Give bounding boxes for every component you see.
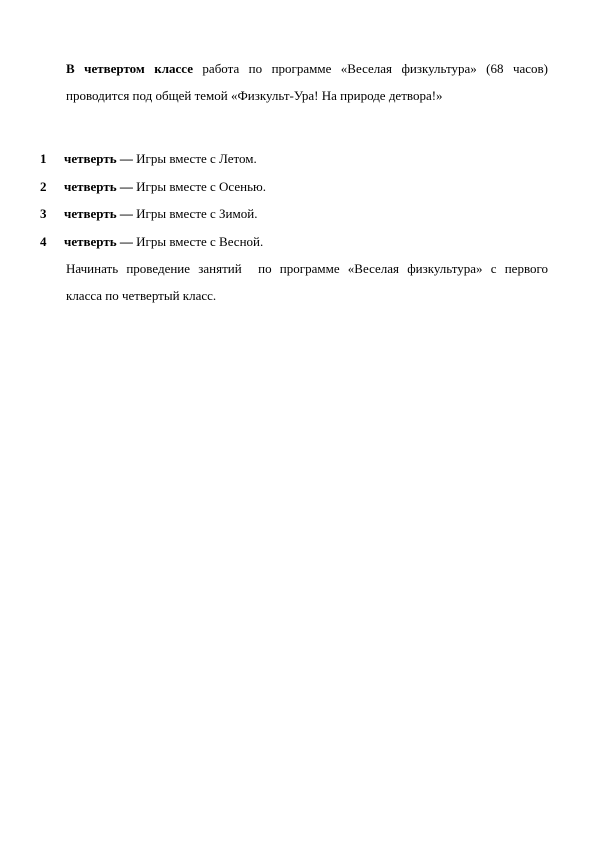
closing-line-1: Начинать проведение занятий по программе «Веселая физкультура» с первого xyxy=(66,261,548,276)
intro-line-1-text: работа по программе «Веселая физкультура» (68 часов) xyxy=(202,61,548,76)
quarter-label: четверть xyxy=(64,151,117,166)
quarters-list xyxy=(40,145,550,255)
quarter-item-4 xyxy=(40,228,550,256)
quarter-dash: — xyxy=(116,151,137,166)
quarter-dash: — xyxy=(116,233,137,249)
intro-paragraph xyxy=(66,55,548,109)
quarter-label: четверть xyxy=(64,206,117,221)
quarter-item-2 xyxy=(40,173,550,201)
intro-bold-lead: В четвертом классе xyxy=(66,61,193,76)
quarter-item-1 xyxy=(40,145,550,173)
quarter-number: 3 xyxy=(40,206,47,221)
quarter-item-3 xyxy=(40,200,550,228)
quarter-text: Игры вместе с Осенью. xyxy=(136,178,266,194)
quarter-dash: — xyxy=(116,206,137,221)
quarter-dash: — xyxy=(116,178,137,194)
quarter-text: Игры вместе с Летом. xyxy=(136,151,257,166)
quarter-number: 4 xyxy=(40,233,47,249)
quarter-text: Игры вместе с Весной. xyxy=(136,233,264,249)
quarter-text: Игры вместе с Зимой. xyxy=(136,206,258,221)
intro-line-1 xyxy=(66,55,548,82)
quarter-number: 1 xyxy=(40,151,47,166)
closing-paragraph xyxy=(66,255,548,309)
intro-line-2: проводится под общей темой «Физкульт-Ура! На природе детвора!» xyxy=(66,88,443,103)
quarter-label: четверть xyxy=(64,178,117,194)
quarter-label: четверть xyxy=(64,233,117,249)
quarter-number: 2 xyxy=(40,178,47,194)
closing-line-2: класса по четвертый класс. xyxy=(66,288,217,303)
